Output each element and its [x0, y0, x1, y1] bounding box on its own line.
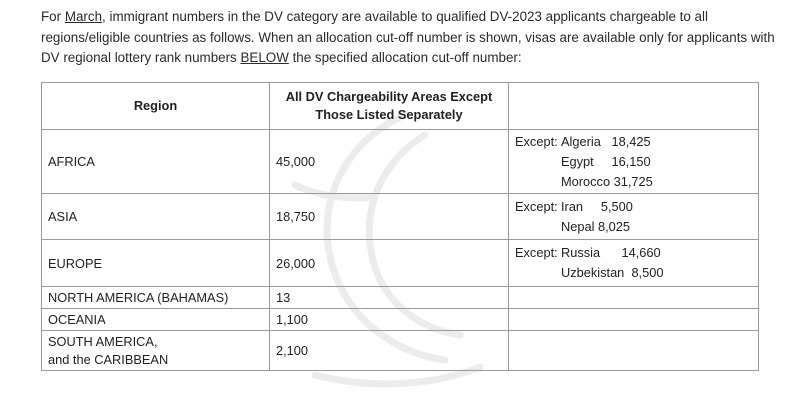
- region-cell: [42, 331, 270, 371]
- value-cell: 45,000: [270, 130, 509, 194]
- month-link[interactable]: March: [64, 9, 103, 24]
- exceptions-cell: [509, 240, 759, 287]
- table-row: [42, 309, 759, 331]
- value-cell: 26,000: [270, 240, 509, 287]
- exception-line: Nepal 8,025: [561, 218, 631, 234]
- region-line2: and the CARIBBEAN: [48, 351, 169, 367]
- value-cell: 18,750: [270, 194, 509, 240]
- header-region: Region: [42, 83, 270, 130]
- header-exceptions: [509, 83, 759, 130]
- exception-line: Except: Algeria 18,425: [515, 133, 651, 149]
- region-cell: EUROPE: [42, 240, 270, 287]
- exceptions-cell: [509, 287, 759, 309]
- header-all-line1: All DV Chargeability Areas Except: [285, 89, 493, 104]
- exception-line: Except: Iran 5,500: [515, 198, 633, 214]
- exceptions-cell: [509, 331, 759, 371]
- value-cell: 1,100: [270, 309, 509, 331]
- table-row: [42, 194, 759, 240]
- table-row: [42, 331, 759, 371]
- exception-line: Egypt 16,150: [561, 153, 651, 169]
- exception-line: Morocco 31,725: [561, 173, 653, 189]
- region-cell: AFRICA: [42, 130, 270, 194]
- region-cell: ASIA: [42, 194, 270, 240]
- below-emphasis: BELOW: [240, 50, 289, 65]
- dv-cutoff-table: [41, 82, 759, 371]
- table-header-row: [42, 83, 759, 130]
- exceptions-cell: [509, 130, 759, 194]
- header-all-areas: [270, 83, 509, 130]
- exceptions-cell: [509, 194, 759, 240]
- header-all-line2: Those Listed Separately: [315, 107, 463, 122]
- region-cell: NORTH AMERICA (BAHAMAS): [42, 287, 270, 309]
- value-cell: 2,100: [270, 331, 509, 371]
- exception-line: Except: Russia 14,660: [515, 245, 661, 260]
- exceptions-cell: [509, 309, 759, 331]
- value-cell: 13: [270, 287, 509, 309]
- exception-line: Uzbekistan 8,500: [561, 265, 664, 280]
- intro-paragraph: For March, immigrant numbers in the DV category are available to qualified DV-2023 applicants chargeable to all regions/eligible countries as follows. When an allocation cut-off number is shown, visas are available only for applicants with DV regional lottery rank numbers BELOW the specified allocation cut-off number:: [41, 9, 775, 65]
- region-line1: SOUTH AMERICA,: [48, 333, 158, 349]
- table-row: [42, 240, 759, 287]
- table-row: [42, 130, 759, 194]
- region-cell: OCEANIA: [42, 309, 270, 331]
- table-row: [42, 287, 759, 309]
